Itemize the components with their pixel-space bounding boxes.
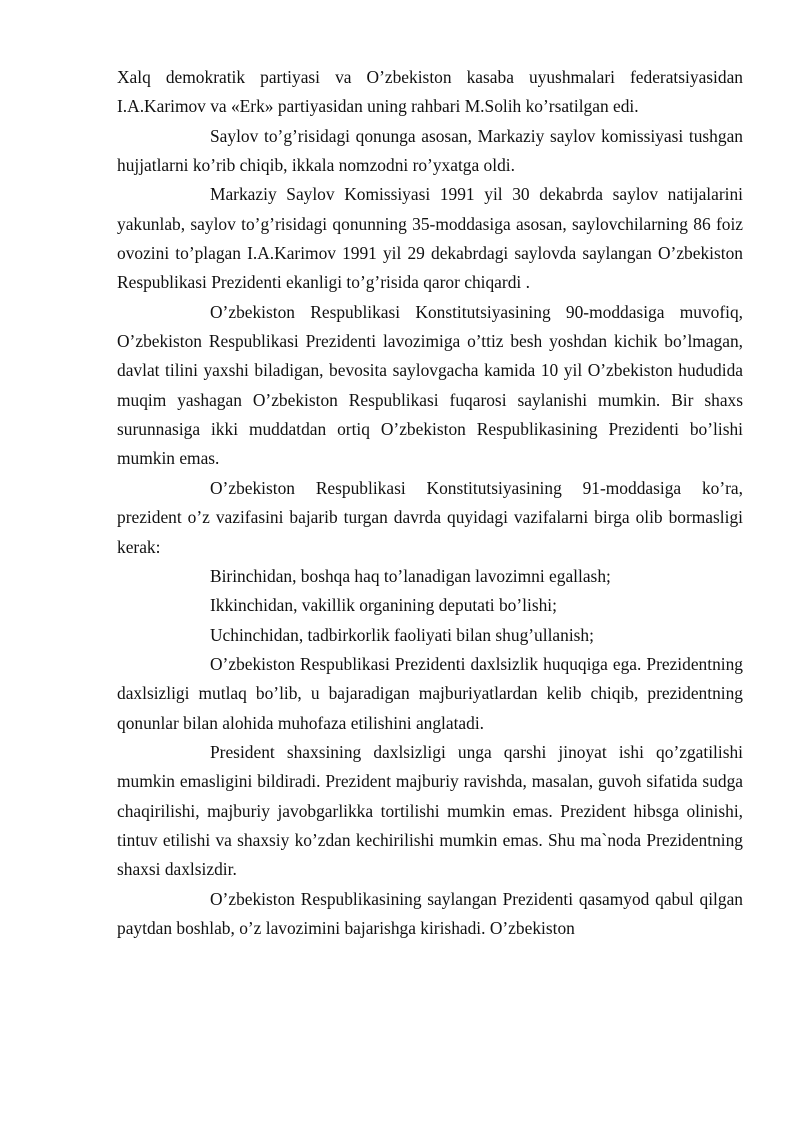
list-item-2: Ikkinchidan, vakillik organining deputati bo’lishi; (210, 595, 557, 616)
paragraph-5: O’zbekiston Respublikasi Konstitutsiyasining 91-moddasiga ko’ra, prezident o’z vazifasini bajarib turgan davrda quyidagi vazifalarni birga olib bormasligi kerak: (117, 477, 743, 557)
paragraph-8-continued: O’zbekiston Respublikasining saylangan Prezidenti qasamyod qabul qilgan paytdan boshlab, o’z lavozimini bajarishga kirishadi. O’zbekiston (117, 888, 743, 938)
paragraph-6: O’zbekiston Respublikasi Prezidenti daxlsizlik huquqiga ega. Prezidentning daxlsizligi mutlaq bo’lib, u bajaradigan majburiyatlardan kelib chiqib, prezidentning qonunlar bilan alohida muhofaza etilishini anglatadi. (117, 653, 743, 733)
paragraph-7: President shaxsining daxlsizligi unga qarshi jinoyat ishi qo’zgatilishi mumkin emasligini bildiradi. Prezident majburiy ravishda, masalan, guvoh sifatida sudga chaqirilishi, majburiy javobgarlikka tortilishi mumkin emas. Prezident hibsga olinishi, tintuv etilishi va shaxsiy ko’zdan kechirilishi mumkin emas. Shu ma`noda Prezidentning shaxsi daxlsizdir. (117, 741, 743, 880)
document-body (117, 63, 743, 943)
paragraph-2: Saylov to’g’risidagi qonunga asosan, Markaziy saylov komissiyasi tushgan hujjatlarni ko’rib chiqib, ikkala nomzodni ro’yxatga oldi. (117, 125, 743, 176)
paragraph-4: O’zbekiston Respublikasi Konstitutsiyasining 90-moddasiga muvofiq, O’zbekiston Respublikasi Prezidenti lavozimiga o’ttiz besh yoshdan kichik bo’lmagan, davlat tilini yaxshi biladigan, bevosita saylovgacha kamida 10 yil O’zbekiston hududida muqim yashagan O’zbekiston Respublikasi fuqarosi saylanishi mumkin. Bir shaxs surunnasiga ikki muddatdan ortiq O’zbekiston Respublikasining Prezidenti bo’lishi mumkin emas. (117, 301, 743, 469)
paragraph-1: Xalq demokratik partiyasi va O’zbekiston kasaba uyushmalari federatsiyasidan I.A.Karimov va «Erk» partiyasidan uning rahbari M.Solih ko’rsatilgan edi. (117, 67, 743, 117)
list-item-1: Birinchidan, boshqa haq to’lanadigan lavozimni egallash; (210, 565, 611, 586)
list-item-3: Uchinchidan, tadbirkorlik faoliyati bilan shug’ullanish; (210, 624, 594, 645)
paragraph-3: Markaziy Saylov Komissiyasi 1991 yil 30 dekabrda saylov natijalarini yakunlab, saylov to’g’risidagi qonunning 35-moddasiga asosan, saylovchilarning 86 foiz ovozini to’plagan I.A.Karimov 1991 yil 29 dekabrdagi saylovda saylangan O’zbekiston Respublikasi Prezidenti ekanligi to’g’risida qaror chiqardi . (117, 184, 743, 293)
